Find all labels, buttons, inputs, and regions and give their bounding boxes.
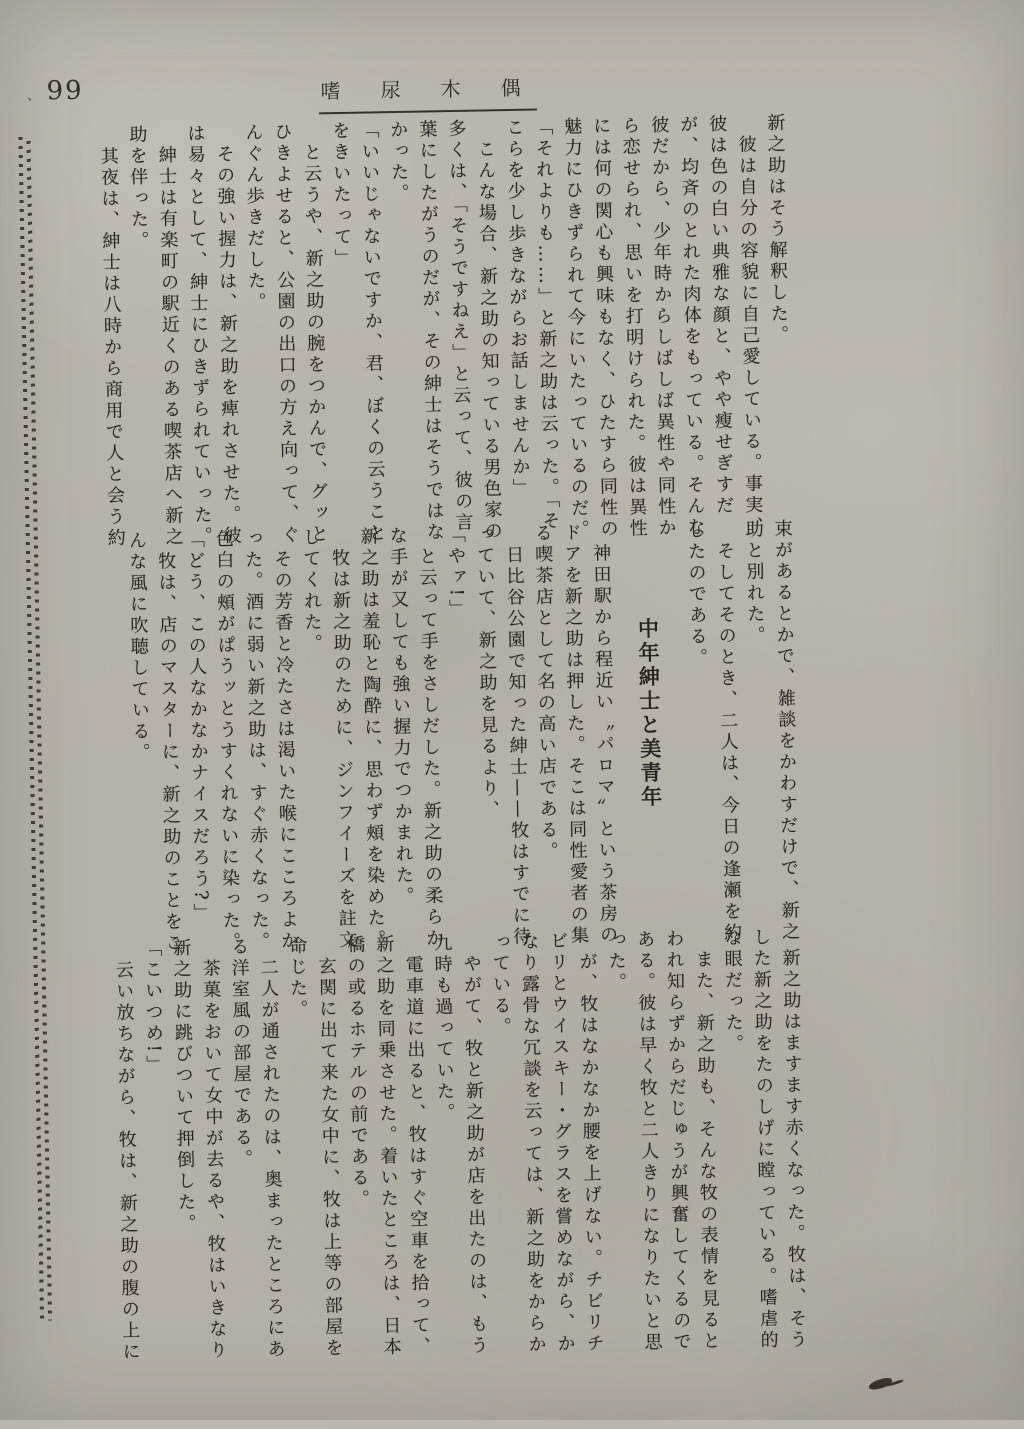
text-column: そしてそのとき、二人は、今日の逢瀬を約 xyxy=(713,519,743,945)
text-band-middle xyxy=(122,519,805,953)
ornament-border-strip xyxy=(17,137,54,1321)
text-column: る喫茶店として名の高い店である。 xyxy=(531,523,559,863)
text-column: その強い握力は、新之助を痺れさせた。彼 xyxy=(213,122,242,548)
text-column: んな風に吹聴している。 xyxy=(125,530,151,765)
text-column: 電車道に出ると、牧はすぐ空車を拾って、 xyxy=(402,933,431,1358)
text-column: る洋室風の部屋である。 xyxy=(228,936,254,1171)
text-column: われ知らずからだじゅうが興奮してくるので xyxy=(663,928,692,1354)
text-column: 束があるとかで、雑談をかわすだけで、新之 xyxy=(771,518,801,944)
text-column: った。酒に弱い新之助は、すぐ赤くなった。 xyxy=(241,528,271,953)
text-column: 多くは、「そうですねえ」と云って、彼の言 xyxy=(445,118,474,535)
text-column: 新之助はそう解釈した。 xyxy=(764,112,790,347)
text-band-bottom xyxy=(108,927,812,1374)
text-column: 「いいじゃないですか、君、ぼくの云うこと xyxy=(358,120,387,545)
page-number xyxy=(26,76,84,107)
stray-mark: 、 xyxy=(26,87,43,104)
text-column: 「こいつめ!」 xyxy=(141,938,165,1077)
page-number-value: 99 xyxy=(46,75,84,107)
text-band-top xyxy=(93,113,797,550)
text-column: 新之助を同乗させた。着いたところは、日本 xyxy=(373,934,402,1359)
text-column: んぐん歩きだした。 xyxy=(242,122,267,314)
running-head-title: 嗜 尿 木 偶 xyxy=(318,71,537,114)
text-column: 新之助はますます赤くなった。牧は、そう xyxy=(779,926,808,1352)
text-column: した新之助をたのしげに瞠っている。嗜虐的 xyxy=(750,927,779,1352)
text-column: 牧は新之助のために、ジンフイーズを註文 xyxy=(328,526,358,952)
text-column: 日比谷公園で知った紳士——牧はすでに待 xyxy=(502,523,532,949)
text-column: 彼は自分の容貌に自己愛している。事実、 xyxy=(735,113,764,538)
text-column: 九時も過っていた。 xyxy=(431,933,456,1125)
text-column: が、均斉のとれた肉体をもっている。そんな xyxy=(677,114,706,539)
text-column: は易々として、紳士にひきずられていった。 xyxy=(184,123,213,548)
text-column: と云うや、新之助の腕をつかんで、グッと xyxy=(300,121,329,546)
text-column: 彼は色の白い典雅な顔と、やや瘦せぎすだ xyxy=(706,113,735,518)
text-column: やがて、牧と新之助が店を出たのは、もう xyxy=(460,932,489,1357)
text-column: っている。 xyxy=(489,932,513,1039)
text-column: と云って手をさしだした。新之助の柔らか xyxy=(415,525,445,950)
text-column: っていて、新之助を見るより、 xyxy=(473,524,501,822)
section-heading: 中年紳士と美青年 xyxy=(635,617,664,810)
text-column: かった。 xyxy=(387,119,410,205)
text-column: 助と別れた。 xyxy=(742,519,766,647)
text-column: 色白の頰がぱうッとうすくれないに染った。 xyxy=(212,529,242,954)
text-column: 魅力にひきずられて今にいたっているのだ。 xyxy=(561,116,590,541)
text-column: こんな場合、新之助の知っている男色家の xyxy=(474,118,503,543)
text-column: 玄関に出て来た女中に、牧は上等の部屋を xyxy=(315,935,344,1360)
text-column: な眼だった。 xyxy=(721,927,745,1056)
text-column: 紳士は有楽町の駅近くのある喫茶店へ新之 xyxy=(155,124,184,549)
text-column: った。 xyxy=(605,929,628,994)
text-column: 「それよりも……」と新之助は云った。「そ xyxy=(532,117,561,533)
text-column: な手が又しても強い握力でつかまれた。 xyxy=(386,525,415,908)
text-column: 神田駅から程近い〝パロマ〟という茶房の xyxy=(589,522,619,947)
text-column: 二人が通されたのは、奥まったところにあ xyxy=(257,936,286,1361)
text-column: 命じた。 xyxy=(286,935,309,1021)
text-column: また、新之助も、そんな牧の表情を見ると xyxy=(692,928,721,1353)
text-column: 茶菓をおいて女中が去るや、牧はいきなり xyxy=(199,937,228,1362)
text-column: 云い放ちながら、牧は、新之助の腹の上に xyxy=(112,938,141,1364)
text-column: ら恋せられ、思いを打明けられた。彼は異性 xyxy=(619,115,648,540)
text-column: こらを少し歩きながらお話しませんか」 xyxy=(503,117,532,500)
text-column: が、牧はなかなか腰を上げない。チビリチ xyxy=(576,930,605,1355)
text-column: なり露骨な冗談を云っては、新之助をからか xyxy=(518,931,547,1356)
text-column: 其夜は、紳士は八時から商用で人と会う約 xyxy=(97,125,126,550)
text-column: 橋の或るホテルの前である。 xyxy=(344,934,371,1211)
text-column: ひきよせると、公園の出口の方え向って、ぐ xyxy=(271,121,300,547)
text-column: 彼だから、少年時からしばしば異性や同性か xyxy=(648,115,677,540)
text-column: ドアを新之助は押した。そこは同性愛者の集 xyxy=(560,522,590,948)
text-column: 助を伴った。 xyxy=(126,124,150,253)
text-column: その芳香と冷たさは渇いた喉にこころよか xyxy=(270,528,300,953)
text-column: をきいたって」 xyxy=(329,120,353,270)
text-column: ビリとウイスキー・グラスを嘗めながら、か xyxy=(547,931,576,1356)
text-column: 葉にしたがうのだが、その紳士はそうではな xyxy=(416,119,445,544)
text-column: 新之助は羞恥と陶酔に、思わず頰を染めた。 xyxy=(357,526,387,951)
text-column: 「どう、この人なかなかナイスだろう?」 xyxy=(183,529,212,925)
text-column: したのである。 xyxy=(684,520,709,670)
text-column: してくれた。 xyxy=(299,527,323,656)
text-column: ある。彼は早く牧と二人きりになりたいと思 xyxy=(634,929,663,1354)
text-column: 新之助に跳びついて押倒した。 xyxy=(170,937,197,1236)
text-column: 「やァ!」 xyxy=(444,524,468,621)
text-column: 牧は、店のマスターに、新之助のことをこ xyxy=(154,530,184,955)
ink-smudge-mark xyxy=(868,1376,894,1391)
text-column: には何の関心も興味もなく、ひたすら同性の xyxy=(590,116,619,541)
